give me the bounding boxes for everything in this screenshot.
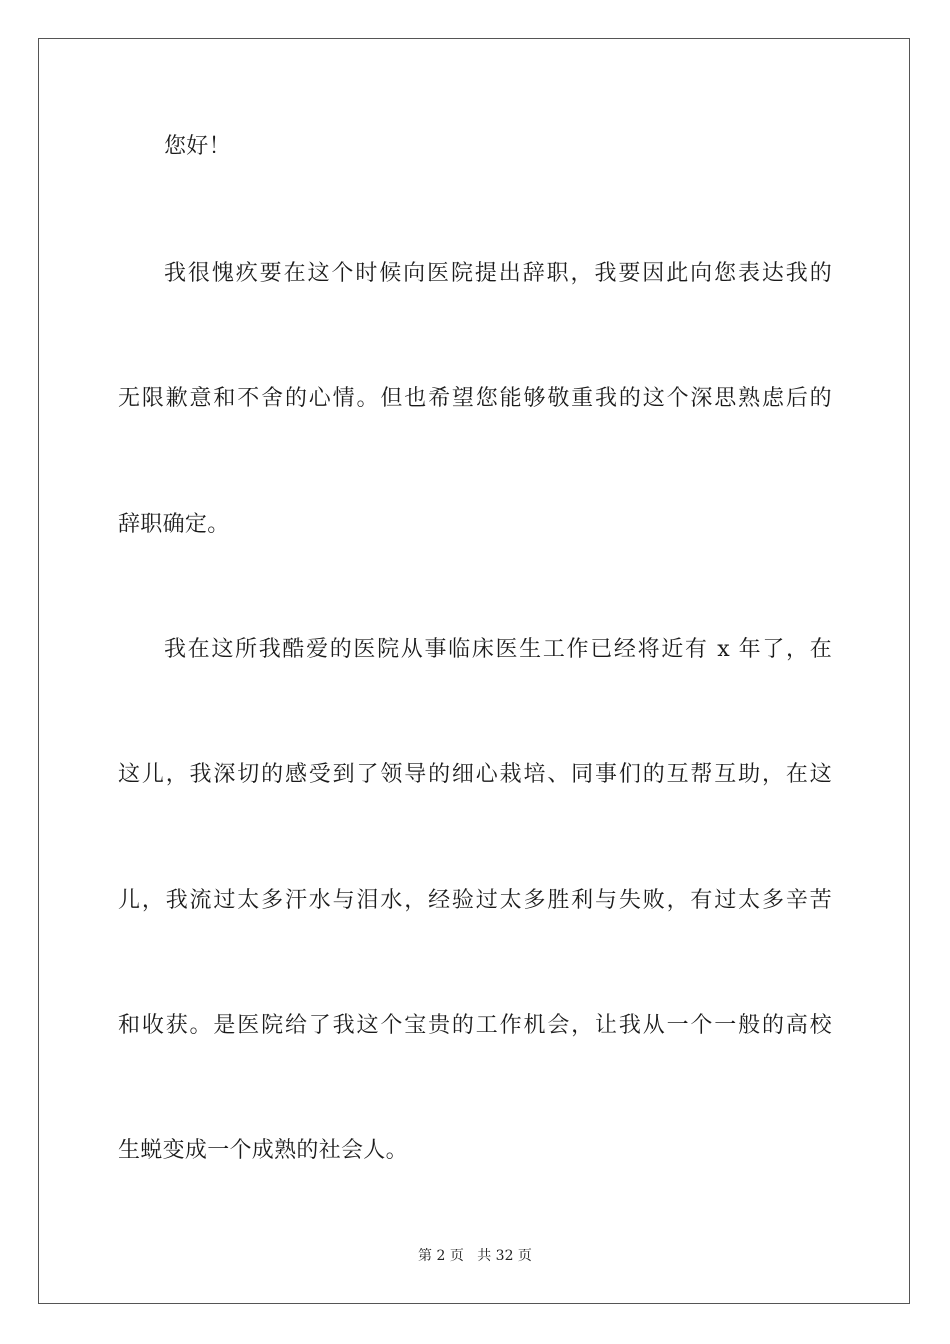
paragraph-1-line-1: 我很愧疚要在这个时候向医院提出辞职，我要因此向您表达我的 — [164, 261, 832, 286]
page-footer — [0, 1246, 950, 1266]
greeting-line: 您好！ — [164, 134, 231, 159]
paragraph-2-line-3: 儿，我流过太多汗水与泪水，经验过太多胜利与失败，有过太多辛苦 — [118, 888, 832, 913]
paragraph-1-line-3: 辞职确定。 — [118, 512, 230, 537]
page-border — [38, 38, 910, 1304]
paragraph-2-line-5: 生蜕变成一个成熟的社会人。 — [118, 1138, 408, 1163]
page-number: 第 2 页 — [418, 1248, 464, 1264]
paragraph-1-line-2: 无限歉意和不舍的心情。但也希望您能够敬重我的这个深思熟虑后的 — [118, 386, 832, 411]
paragraph-2-line-2: 这儿，我深切的感受到了领导的细心栽培、同事们的互帮互助，在这 — [118, 762, 832, 787]
page-total: 共 32 页 — [477, 1248, 532, 1264]
paragraph-2-line-1: 我在这所我酷爱的医院从事临床医生工作已经将近有 x 年了，在 — [164, 637, 832, 662]
paragraph-2-line-4: 和收获。是医院给了我这个宝贵的工作机会，让我从一个一般的高校 — [118, 1013, 832, 1038]
